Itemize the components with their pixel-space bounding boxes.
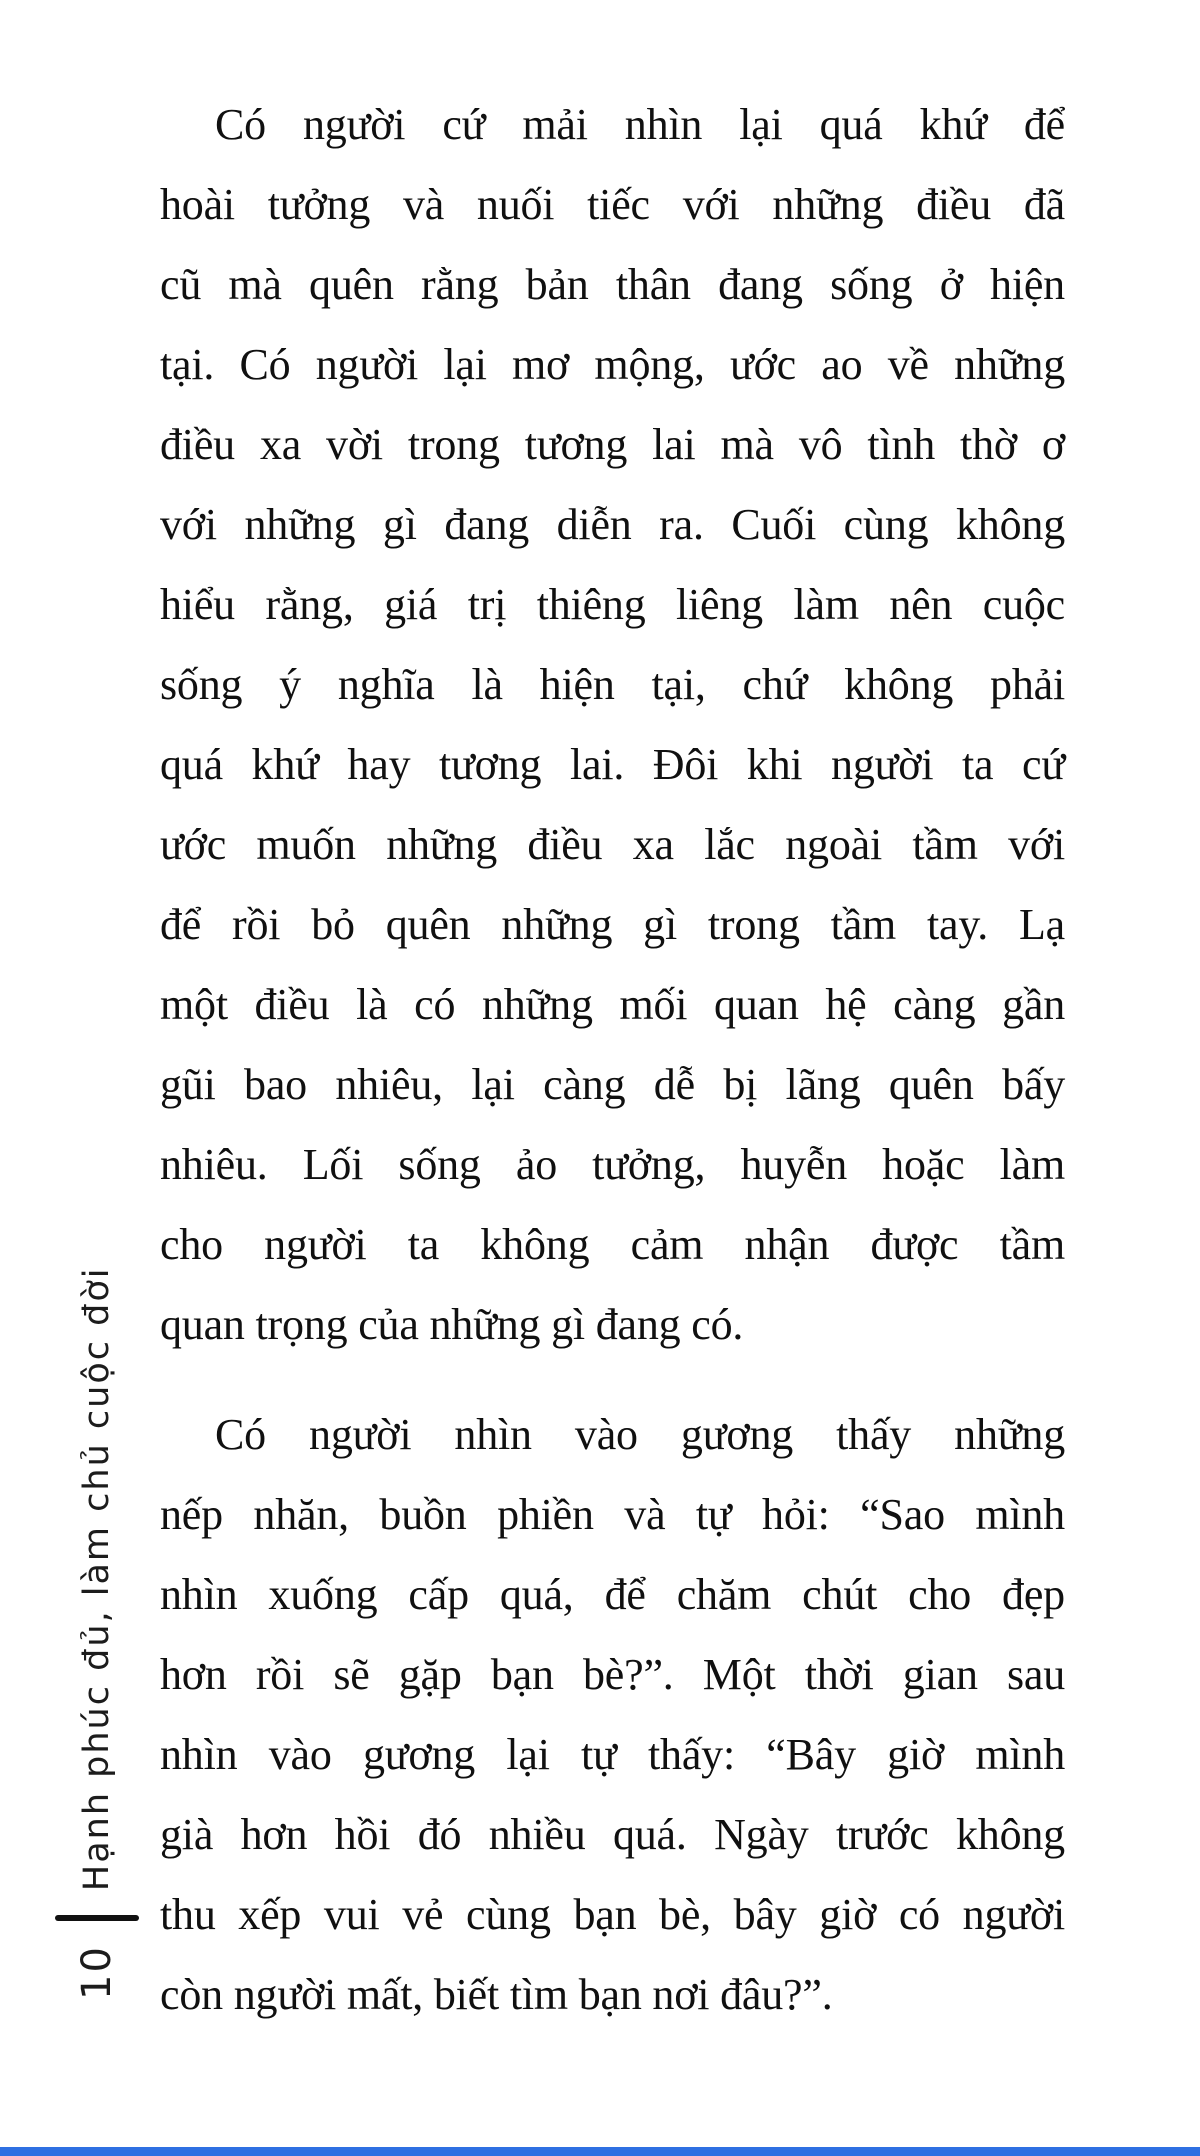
text-line: quan trọng của những gì đang có. [160,1300,744,1349]
text-line: nhiêu. Lối sống ảo tưởng, huyễn hoặc làm [160,1140,1065,1189]
page-number: 10 [74,1945,120,2000]
paragraph [160,85,1065,1365]
book-title: Hạnh phúc đủ, làm chủ cuộc đời [76,1266,117,1892]
sidebar-rule [55,1915,139,1921]
body-text [160,85,1065,2035]
text-line: nhìn vào gương lại tự thấy: “Bây giờ mình [160,1730,1065,1779]
text-line: với những gì đang diễn ra. Cuối cùng không [160,500,1065,549]
bottom-bar [0,2147,1200,2156]
text-line: thu xếp vui vẻ cùng bạn bè, bây giờ có người [160,1890,1065,1939]
text-line: gũi bao nhiêu, lại càng dễ bị lãng quên bấy [160,1060,1065,1109]
text-line: sống ý nghĩa là hiện tại, chứ không phải [160,660,1065,709]
text-line: ước muốn những điều xa lắc ngoài tầm với [160,820,1065,869]
text-line: quá khứ hay tương lai. Đôi khi người ta cứ [160,740,1065,789]
text-line: Có người nhìn vào gương thấy những [215,1410,1065,1459]
text-line: hiểu rằng, giá trị thiêng liêng làm nên cuộc [160,580,1065,629]
text-line: để rồi bỏ quên những gì trong tầm tay. Lạ [160,900,1065,949]
text-line: già hơn hồi đó nhiều quá. Ngày trước không [160,1810,1065,1859]
text-line: còn người mất, biết tìm bạn nơi đâu?”. [160,1970,833,2019]
text-line: nếp nhăn, buồn phiền và tự hỏi: “Sao mình [160,1490,1065,1539]
text-line: hơn rồi sẽ gặp bạn bè?”. Một thời gian sau [160,1650,1065,1699]
paragraph [160,1395,1065,2035]
text-line: một điều là có những mối quan hệ càng gần [160,980,1065,1029]
text-line: điều xa vời trong tương lai mà vô tình thờ ơ [160,420,1065,469]
text-line: Có người cứ mải nhìn lại quá khứ để [215,100,1065,149]
text-line: tại. Có người lại mơ mộng, ước ao về những [160,340,1065,389]
sidebar-footer [52,1180,142,2000]
text-line: cũ mà quên rằng bản thân đang sống ở hiện [160,260,1065,309]
text-line: nhìn xuống cấp quá, để chăm chút cho đẹp [160,1570,1065,1619]
text-line: hoài tưởng và nuối tiếc với những điều đã [160,180,1065,229]
text-line: cho người ta không cảm nhận được tầm [160,1220,1065,1269]
